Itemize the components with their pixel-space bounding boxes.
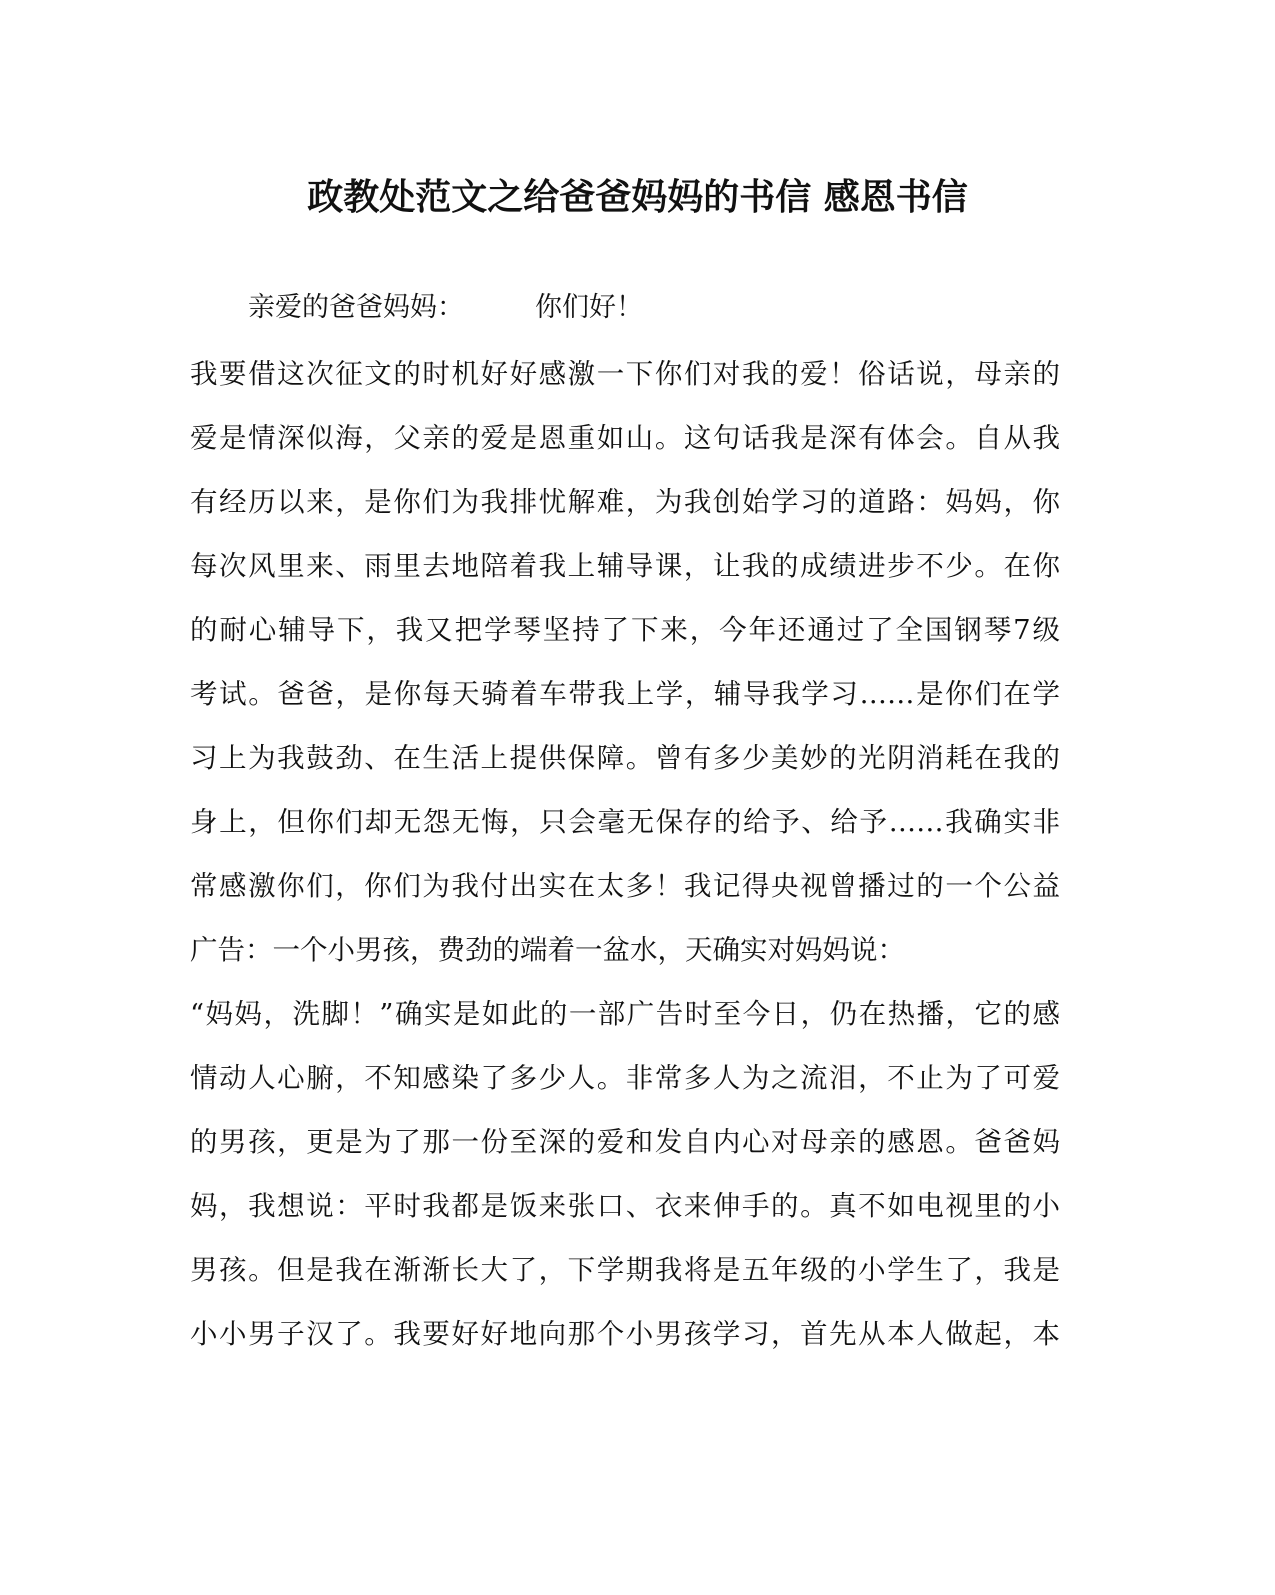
salutation: 亲爱的爸爸妈妈： [248,292,464,323]
body-line: 有经历以来，是你们为我排忧解难，为我创始学习的道路：妈妈，你 [190,486,1060,518]
body-line: “妈妈，洗脚！”确实是如此的一部广告时至今日，仍在热播，它的感 [190,998,1060,1030]
body-line: 每次风里来、雨里去地陪着我上辅导课，让我的成绩进步不少。在你 [190,550,1060,582]
body-line: 的耐心辅导下，我又把学琴坚持了下来，今年还通过了全国钢琴7级 [190,614,1060,646]
body-line: 妈，我想说：平时我都是饭来张口、衣来伸手的。真不如电视里的小 [190,1190,1060,1222]
body-line: 常感激你们，你们为我付出实在太多！我记得央视曾播过的一个公益 [190,870,1060,902]
letter-body [190,350,1060,1374]
body-line: 男孩。但是我在渐渐长大了，下学期我将是五年级的小学生了，我是 [190,1254,1060,1286]
body-line: 身上，但你们却无怨无悔，只会毫无保存的给予、给予……我确实非 [190,806,1060,838]
body-line: 的男孩，更是为了那一份至深的爱和发自内心对母亲的感恩。爸爸妈 [190,1126,1060,1158]
body-line: 考试。爸爸，是你每天骑着车带我上学，辅导我学习……是你们在学 [190,678,1060,710]
document-title: 政教处范文之给爸爸妈妈的书信 感恩书信 [307,176,968,218]
body-line: 我要借这次征文的时机好好感激一下你们对我的爱！俗话说，母亲的 [190,358,1060,390]
hello-text: 你们好！ [535,292,643,323]
greeting-line [248,288,643,328]
body-line: 小小男子汉了。我要好好地向那个小男孩学习，首先从本人做起，本 [190,1318,1060,1350]
body-line: 情动人心腑，不知感染了多少人。非常多人为之流泪，不止为了可爱 [190,1062,1060,1094]
body-line: 习上为我鼓劲、在生活上提供保障。曾有多少美妙的光阴消耗在我的 [190,742,1060,774]
body-line: 广告：一个小男孩，费劲的端着一盆水，天确实对妈妈说： [190,934,905,966]
body-line: 爱是情深似海，父亲的爱是恩重如山。这句话我是深有体会。自从我 [190,422,1060,454]
